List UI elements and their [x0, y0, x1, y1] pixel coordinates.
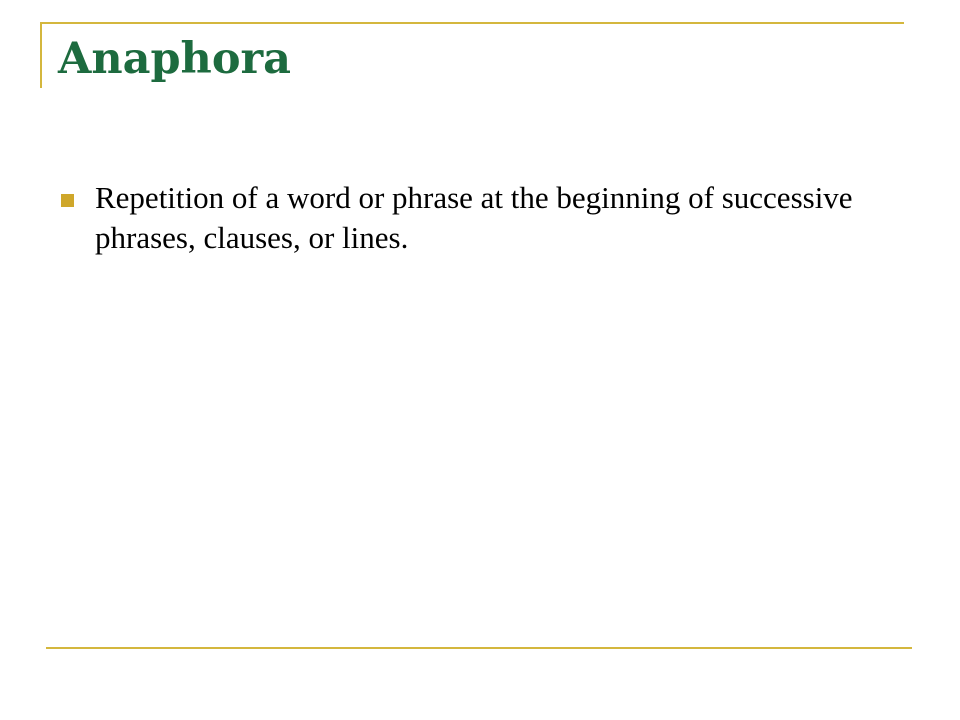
- frame-top-line: [40, 22, 904, 24]
- slide-title: Anaphora: [58, 34, 292, 84]
- square-bullet-icon: [61, 194, 74, 207]
- frame-left-line: [40, 22, 42, 88]
- bullet-text: Repetition of a word or phrase at the beginning of successive phrases, clauses, or lines.: [95, 180, 853, 255]
- bullet-list: [60, 178, 890, 258]
- list-item: [60, 178, 890, 258]
- frame-bottom-line: [46, 647, 912, 649]
